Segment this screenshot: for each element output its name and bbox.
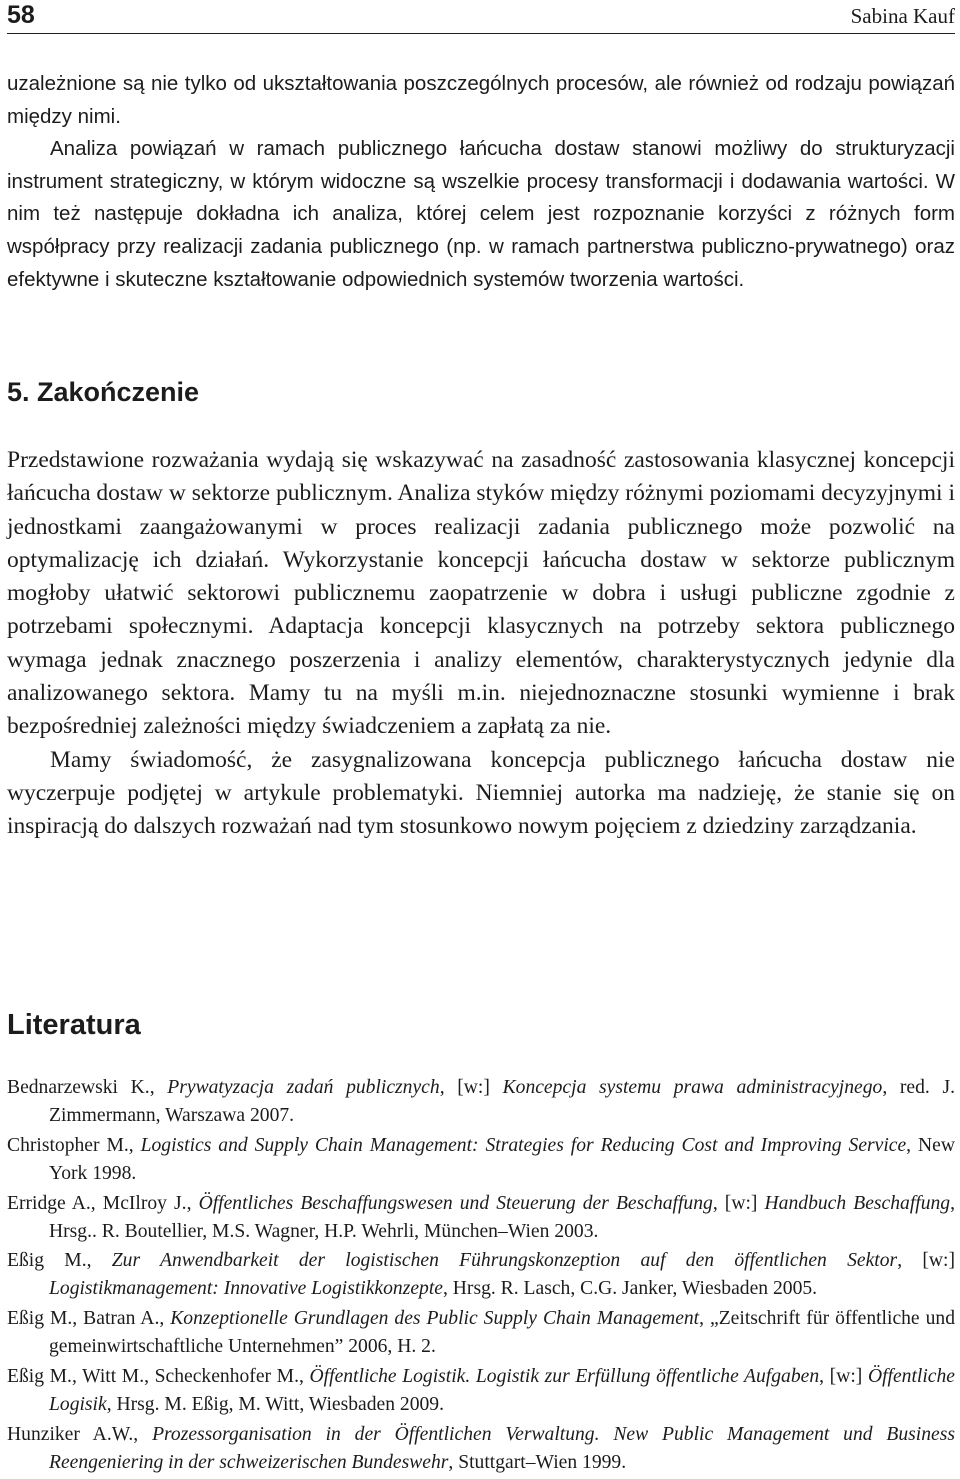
- ref-title: Öffentliches Beschaffungswesen und Steuerung der Beschaffung: [198, 1192, 713, 1214]
- literature-heading: Literatura: [7, 1009, 141, 1041]
- ref-source: Handbuch Beschaffung: [764, 1192, 951, 1214]
- ref-source: Öffentliche Logisik: [49, 1365, 955, 1415]
- ref-in: , [w:]: [819, 1365, 868, 1387]
- ref-details: , red. J. Zimmermann, Warszawa 2007.: [49, 1077, 956, 1126]
- ref-details: , Stuttgart–Wien 1999.: [448, 1451, 627, 1473]
- ref-title: Öffentliche Logistik. Logistik zur Erfüllung öffentliche Aufgaben: [309, 1365, 820, 1387]
- conclusion-text: [7, 444, 955, 844]
- bibliography: [7, 1074, 955, 1479]
- page-number: 58: [7, 1, 35, 29]
- ref-title: Prozessorganisation in der Öffentlichen Verwaltung. New Public Management und Business Reengeniering in der schweizerischen Bundeswehr: [49, 1423, 955, 1473]
- ref-author: Eßig M.,: [7, 1250, 112, 1272]
- running-head-author: Sabina Kauf: [850, 4, 955, 28]
- ref-title: Prywatyzacja zadań publicznych: [167, 1077, 440, 1098]
- paragraph: Mamy świadomość, że zasygnalizowana koncepcja publicznego łańcucha dostaw nie wyczerpuje podjętej w artykule problematyki. Niemniej autorka ma nadzieję, że stanie się on inspiracją do dalszych rozważań nad tym stosunkowo nowym pojęciem z dziedziny zarządzania.: [7, 746, 955, 840]
- ref-title: Konzeptionelle Grundlagen des Public Supply Chain Management: [170, 1308, 700, 1330]
- ref-details: , Hrsg. R. Lasch, C.G. Janker, Wiesbaden 2005.: [442, 1278, 818, 1300]
- ref-details: , New York 1998.: [49, 1134, 955, 1184]
- reference-entry: [7, 1421, 955, 1477]
- paragraph: Analiza powiązań w ramach publicznego łańcucha dostaw stanowi możliwy do strukturyzacji instrument strategiczny, w którym widoczne są wszelkie procesy transformacji i dodawania wartości. W nim też następuje dokładna ich analiza, której celem jest rozpoznanie korzyści z różnych form współpracy przy realizacji zadania publicznego (np. w ramach partnerstwa publiczno-prywatnego) oraz efektywne i skuteczne kształtowanie odpowiednich systemów tworzenia wartości.: [7, 137, 955, 291]
- ref-in: , [w:]: [439, 1077, 503, 1098]
- ref-author: Hunziker A.W.,: [7, 1423, 153, 1445]
- ref-in: , [w:]: [897, 1250, 955, 1272]
- ref-source: Koncepcja systemu prawa administracyjnego: [502, 1077, 883, 1098]
- ref-details: , Hrsg.. R. Boutellier, M.S. Wagner, H.P. Wehrli, München–Wien 2003.: [49, 1192, 956, 1242]
- ref-in: , [w:]: [712, 1192, 765, 1214]
- running-header: [7, 0, 955, 34]
- paragraph: Przedstawione rozważania wydają się wskazywać na zasadność zastosowania klasycznej koncepcji łańcucha dostaw w sektorze publicznym. Analiza styków między różnymi poziomami decyzyjnymi i jednostkami zaangażowanymi w proces realizacji zadania publicznego może pozwolić na optymalizację ich działań. Wykorzystanie koncepcji łańcucha dostaw w sektorze publicznym mogłoby ułatwić sektorowi publicznemu zaopatrzenie w dobra i usługi publiczne zgodnie z potrzebami społecznymi. Adaptacja koncepcji klasycznych na potrzeby sektora publicznego wymaga jednak znacznego poszerzenia i analizy elementów, charakterystycznych jedynie dla analizowanego sektora. Mamy tu na myśli m.in. niejednoznaczne stosunki wymienne i brak bezpośredniej zależności między świadczeniem a zapłatą za nie.: [7, 447, 955, 740]
- reference-entry: [7, 1363, 955, 1419]
- ref-author: Eßig M., Witt M., Scheckenhofer M.,: [7, 1365, 310, 1387]
- reference-entry: [7, 1132, 955, 1188]
- ref-details: , Hrsg. M. Eßig, M. Witt, Wiesbaden 2009.: [106, 1393, 445, 1415]
- ref-author: Erridge A., McIlroy J.,: [7, 1192, 199, 1214]
- ref-source: Logistikmanagement: Innovative Logistikkonzepte: [49, 1278, 443, 1300]
- ref-author: Eßig M., Batran A.,: [7, 1308, 171, 1330]
- ref-author: Bednarzewski K.,: [7, 1077, 168, 1098]
- intro-text: [7, 68, 955, 296]
- ref-author: Christopher M.,: [7, 1134, 141, 1156]
- reference-entry: [7, 1305, 955, 1361]
- ref-title: Zur Anwendbarkeit der logistischen Führungskonzeption auf den öffentlichen Sektor: [111, 1250, 898, 1272]
- reference-entry: [7, 1247, 955, 1303]
- paragraph: uzależnione są nie tylko od ukształtowania poszczególnych procesów, ale również od rodzaju powiązań między nimi.: [7, 72, 955, 128]
- ref-title: Logistics and Supply Chain Management: Strategies for Reducing Cost and Improving Service: [140, 1134, 907, 1156]
- reference-entry: [7, 1190, 955, 1246]
- reference-entry: [7, 1074, 955, 1130]
- ref-details: , „Zeitschrift für öffentliche und gemeinwirtschaftliche Unternehmen” 2006, H. 2.: [49, 1308, 955, 1358]
- section-heading: 5. Zakończenie: [7, 377, 200, 407]
